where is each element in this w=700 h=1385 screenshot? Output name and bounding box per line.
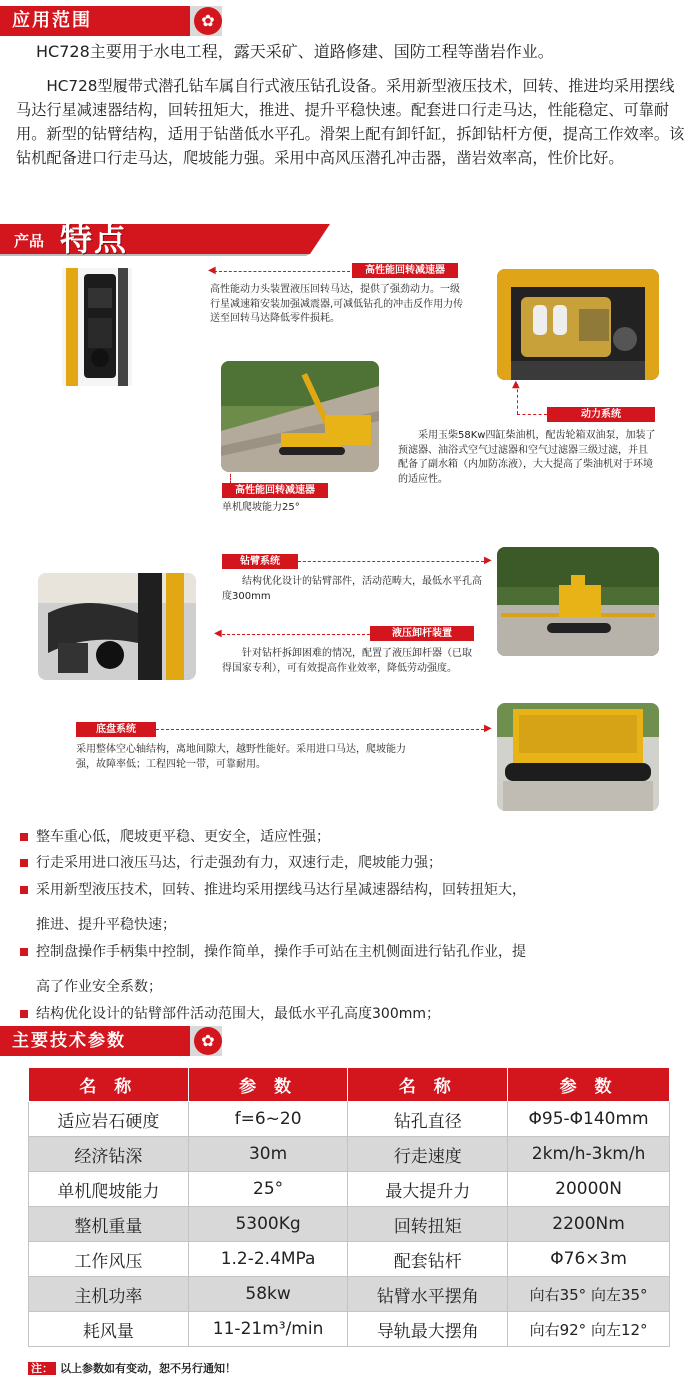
drill-boom-photo (38, 573, 196, 680)
bullet-text: 控制盘操作手柄集中控制，操作简单，操作手可站在主机侧面进行钻孔作业，提 (36, 944, 526, 960)
header-name-1: 名 称 (29, 1068, 189, 1102)
red-square-bullet-icon (20, 1010, 28, 1018)
spec-value: Φ76×3m (508, 1242, 670, 1277)
table-row (29, 1207, 670, 1242)
table-row (29, 1172, 670, 1207)
bullet-text: 采用新型液压技术，回转、推进均采用摆线马达行星减速器结构，回转扭矩大， (36, 882, 526, 898)
feature-6-text: 采用整体空心轴结构，离地间隙大，越野性能好。采用进口马达，爬坡能力强，故障率低；工程四轮一带，可靠耐用。 (76, 744, 406, 770)
feature-1-text: 高性能动力头装置液压回转马达，提供了强劲动力。一级行星减速箱安装加强减震器,可减低钻孔的冲击反作用力传送至回转马达降低零件损耗。 (210, 284, 464, 324)
feature-4-tag: 钻臂系统 (222, 554, 298, 569)
feature-4-text: 结构优化设计的钻臂部件，活动范畴大，最低水平孔高度300mm (222, 576, 482, 602)
arrow-left-icon: ◀ (214, 628, 222, 639)
bullet-continuation: 推进、提升平稳快速； (36, 917, 176, 933)
spec-name: 适应岩石硬度 (29, 1102, 189, 1137)
spec-value: 58kw (188, 1277, 348, 1312)
spec-value: 11-21m³/min (188, 1312, 348, 1347)
feature-2-leader-line-h (517, 414, 547, 415)
features-big-title: 特点 (60, 220, 129, 258)
spec-value: 向右92° 向左12° (508, 1312, 670, 1347)
spec-name: 单机爬坡能力 (29, 1172, 189, 1207)
header-name-2: 名 称 (348, 1068, 508, 1102)
engine-photo (497, 269, 659, 380)
red-square-bullet-icon (20, 948, 28, 956)
section-title-application: 应用范围 (0, 6, 190, 36)
features-small-title: 产品 (14, 232, 45, 250)
feature-2-text: 采用玉柴58Kw四缸柴油机，配齿轮箱双油泵，加装了预滤器、油浴式空气过滤器和空气过滤器三级过滤，并且配备了副水箱（内加防冻液），大大提高了柴油机对于环境的适应性。 (398, 430, 656, 485)
header-param-2: 参 数 (508, 1068, 670, 1102)
spec-value: 20000N (508, 1172, 670, 1207)
spec-name: 配套钻杆 (348, 1242, 508, 1277)
table-row (29, 1312, 670, 1347)
feature-3-text: 单机爬坡能力25° (222, 502, 300, 513)
bullet-item (16, 879, 696, 937)
spec-name: 行走速度 (348, 1137, 508, 1172)
intro-paragraph-1: HC728主要用于水电工程，露天采矿、道路修建、国防工程等凿岩作业。 (36, 42, 554, 61)
table-row (29, 1242, 670, 1277)
spec-name: 整机重量 (29, 1207, 189, 1242)
spec-name: 耗风量 (29, 1312, 189, 1347)
spec-name: 经济钻深 (29, 1137, 189, 1172)
features-header (0, 210, 330, 256)
note-label: 注： (28, 1362, 56, 1375)
bullet-item (16, 941, 696, 999)
bullet-text: 整车重心低，爬坡更平稳、更安全，适应性强； (36, 829, 330, 845)
flower-icon: ✿ (194, 1027, 222, 1055)
spec-value: 2km/h-3km/h (508, 1137, 670, 1172)
spec-value: 25° (188, 1172, 348, 1207)
feature-1-leader-line (214, 271, 350, 272)
spec-name: 主机功率 (29, 1277, 189, 1312)
spec-name: 工作风压 (29, 1242, 189, 1277)
spec-name: 钻臂水平摆角 (348, 1277, 508, 1312)
header-param-1: 参 数 (188, 1068, 348, 1102)
features-header-banner (0, 210, 330, 256)
spec-value: 5300Kg (188, 1207, 348, 1242)
spec-value: f=6~20 (188, 1102, 348, 1137)
table-row (29, 1137, 670, 1172)
spec-value: 1.2-2.4MPa (188, 1242, 348, 1277)
feature-5-leader-line (222, 634, 370, 635)
arrow-left-icon: ◀ (208, 265, 216, 276)
bullet-item (16, 826, 696, 849)
horizontal-drilling-photo (497, 547, 659, 656)
bullet-text: 结构优化设计的钻臂部件活动范围大，最低水平孔高度300mm； (36, 1006, 440, 1022)
spec-value: 向右35° 向左35° (508, 1277, 670, 1312)
spec-value: Φ95-Φ140mm (508, 1102, 670, 1137)
spec-name: 回转扭矩 (348, 1207, 508, 1242)
feature-5-text: 针对钻杆拆卸困难的情况，配置了液压卸杆器（已取得国家专利），可有效提高作业效率，降低劳动强度。 (222, 648, 472, 674)
rig-on-slope-photo (221, 361, 379, 472)
spec-name: 导轨最大摆角 (348, 1312, 508, 1347)
feature-3-tag: 高性能回转减速器 (222, 483, 328, 498)
note-text: 以上参数如有变动，恕不另行通知！ (60, 1362, 236, 1375)
bullet-item (16, 852, 696, 876)
intro-paragraph-2: HC728型履带式潜孔钻车属自行式液压钻孔设备。采用新型液压技术，回转、推进均采用摆线马达行星减速器结构，回转扭矩大，推进、提升平稳快速。配套进口行走马达，性能稳定、可靠耐用。新型的钻臂结构，适用于钻凿低水平孔。滑架上配有卸钎缸，拆卸钻杆方便，提高工作效率。该钻机配备进口行走马达，爬坡能力强。采用中高风压潜孔冲击器，凿岩效率高，性价比好。 (16, 77, 685, 167)
red-square-bullet-icon (20, 886, 28, 894)
red-square-bullet-icon (20, 859, 28, 867)
red-square-bullet-icon (20, 833, 28, 841)
flower-icon: ✿ (194, 7, 222, 35)
rotary-head-photo (62, 268, 132, 386)
footnote (28, 1360, 236, 1376)
bullet-item (16, 1003, 696, 1026)
spec-table (28, 1067, 670, 1347)
table-row (29, 1277, 670, 1312)
spec-value: 30m (188, 1137, 348, 1172)
spec-value: 2200Nm (508, 1207, 670, 1242)
chassis-photo (497, 703, 659, 811)
section-title-specs: 主要技术参数 (0, 1026, 190, 1056)
feature-6-leader-line (156, 729, 484, 730)
table-row (29, 1102, 670, 1137)
spec-name: 最大提升力 (348, 1172, 508, 1207)
spec-name: 钻孔直径 (348, 1102, 508, 1137)
arrow-right-icon: ▶ (484, 555, 492, 566)
spec-table-header (29, 1068, 670, 1102)
bullet-continuation: 高了作业安全系数； (36, 979, 162, 995)
feature-6-tag: 底盘系统 (76, 722, 156, 737)
feature-1-tag: 高性能回转减速器 (352, 263, 458, 278)
feature-bullet-list (16, 826, 696, 1026)
bullet-text: 行走采用进口液压马达，行走强劲有力，双速行走，爬坡能力强； (36, 855, 442, 871)
feature-5-tag: 液压卸杆装置 (370, 626, 474, 641)
feature-4-leader-line (298, 561, 484, 562)
arrow-right-icon: ▶ (484, 723, 492, 734)
feature-2-tag: 动力系统 (547, 407, 655, 422)
arrow-up-icon: ▲ (512, 379, 520, 390)
